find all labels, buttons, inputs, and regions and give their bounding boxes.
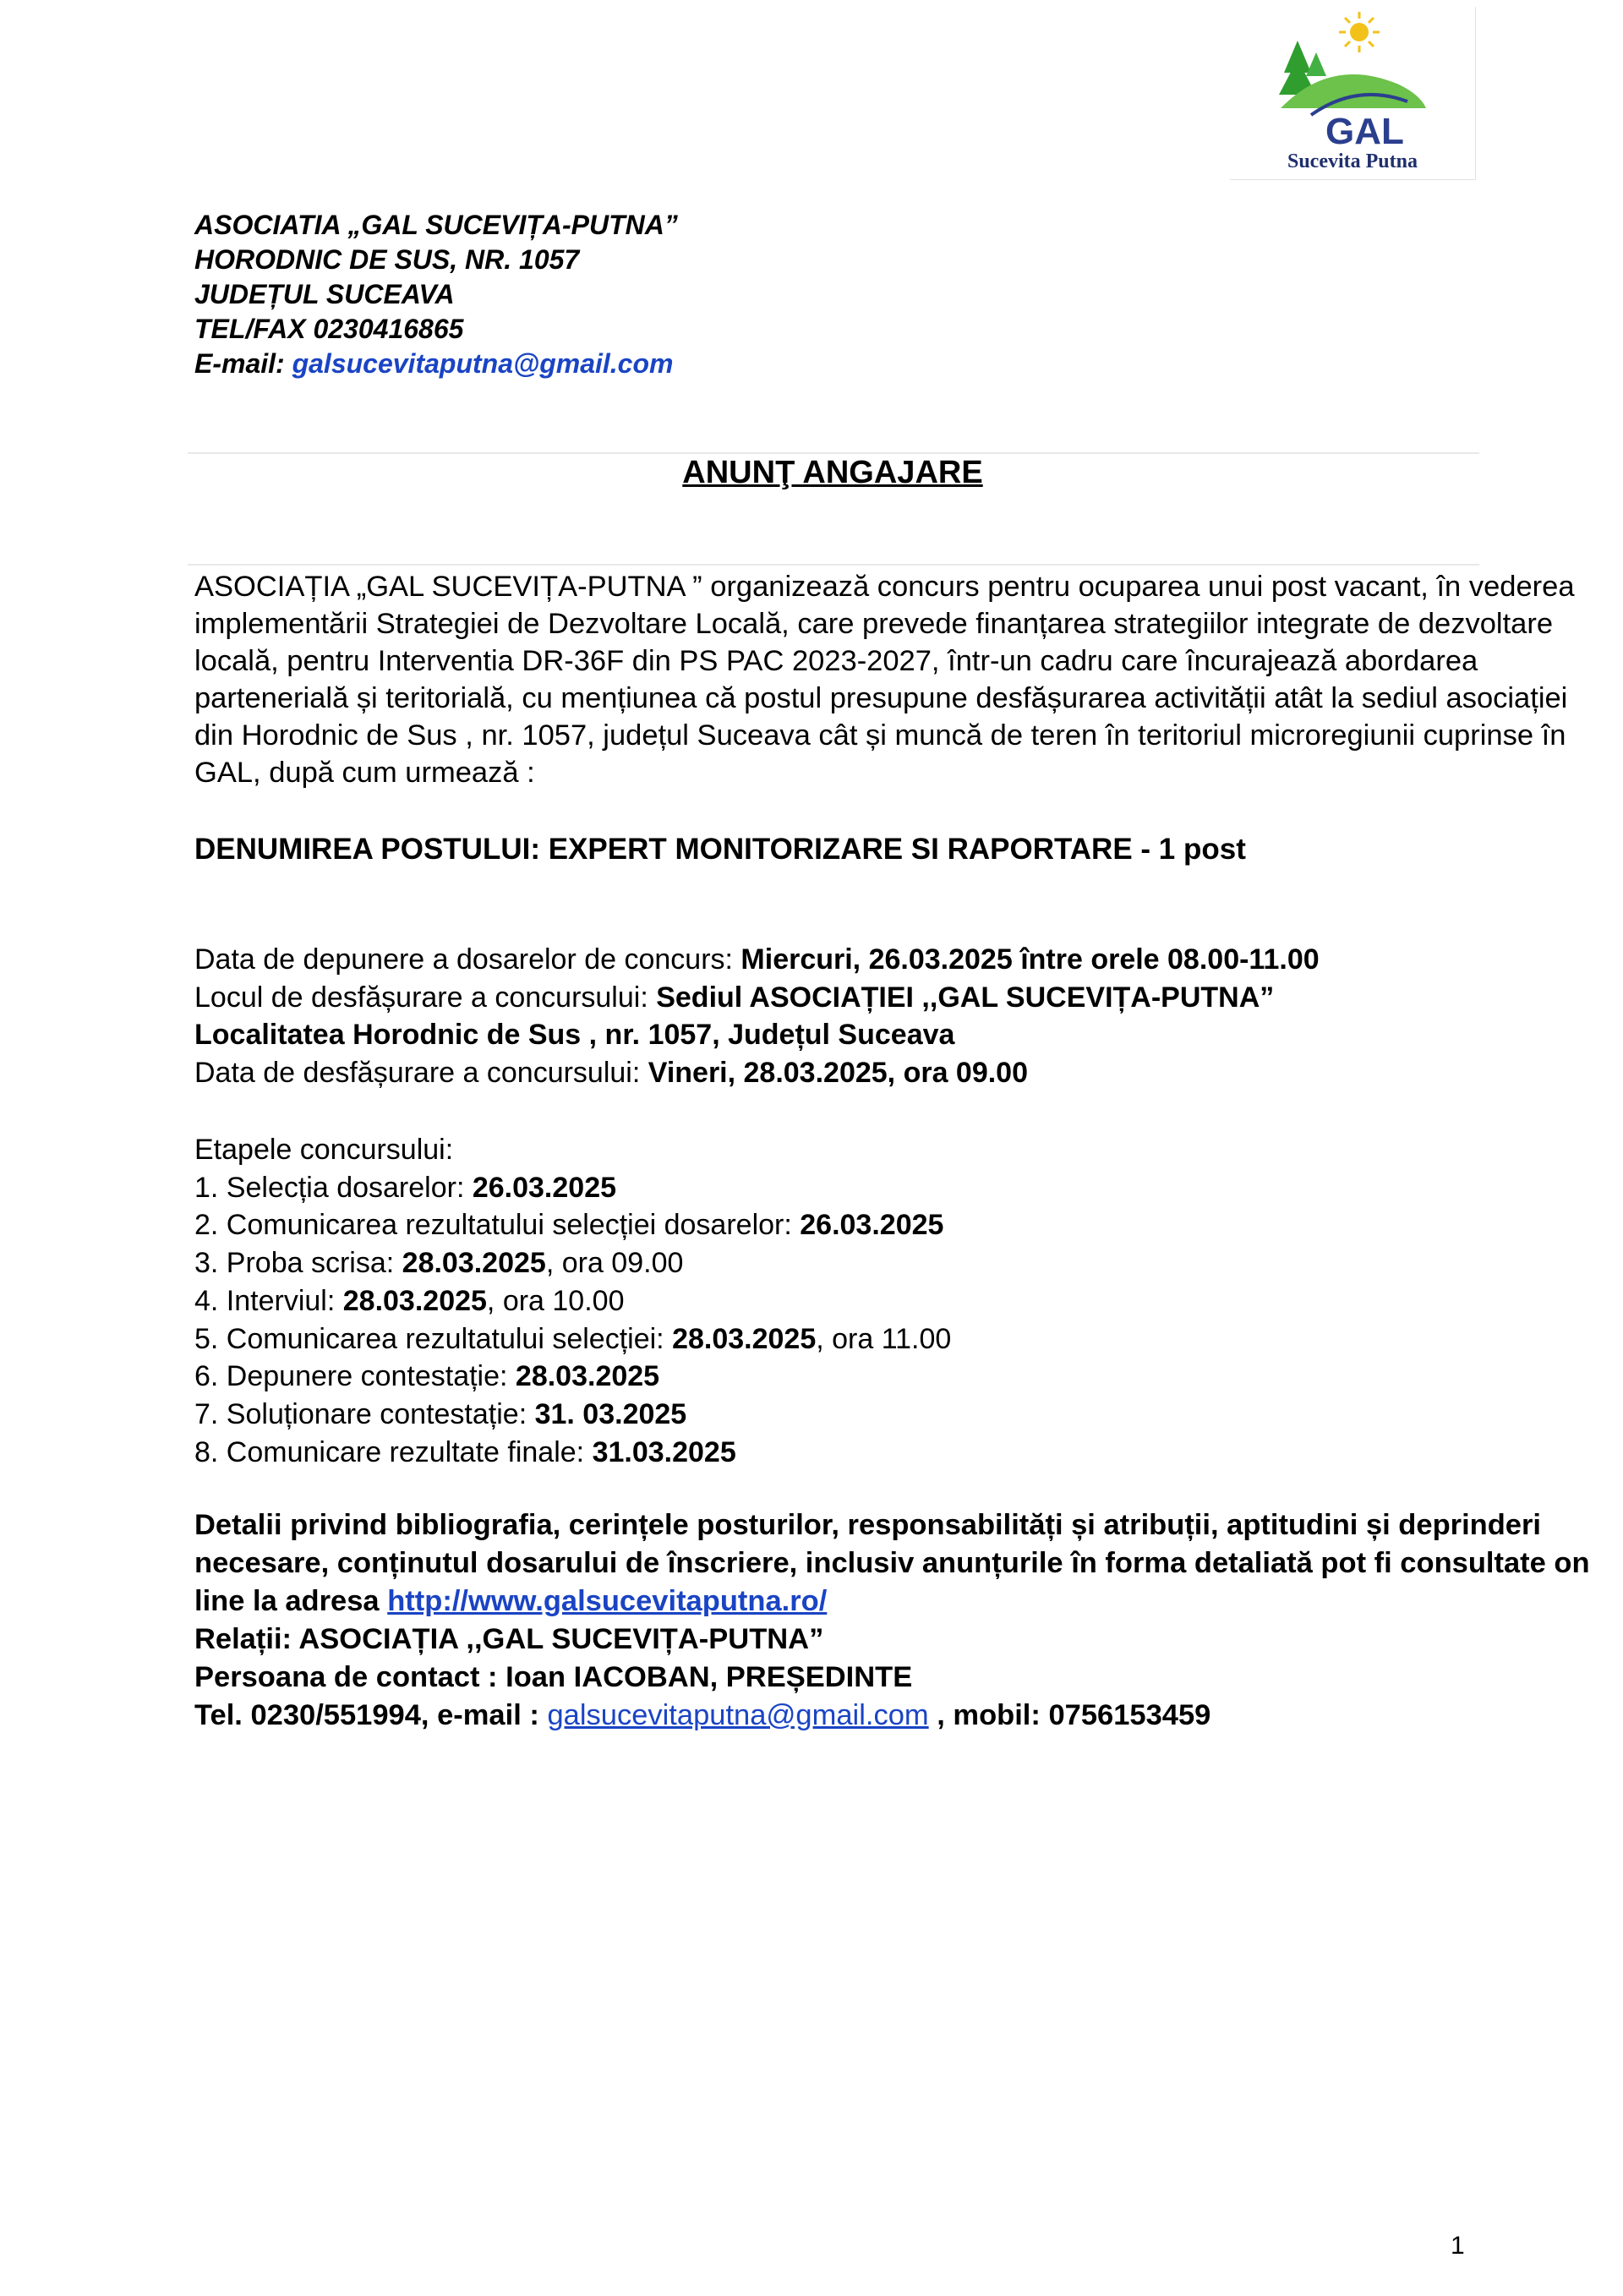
intro-line: din Horodnic de Sus , nr. 1057, județul Suceava cât și muncă de teren în teritoriul microregiunii cuprinse în — [194, 719, 1566, 752]
tel-fax-line: TEL/FAX 0230416865 — [194, 314, 464, 344]
intro-line: locală, pentru Interventia DR-36F din PS PAC 2023-2027, într-un cadru care încurajează abordarea — [194, 645, 1478, 677]
phone-email-line: Tel. 0230/551994, e-mail : galsucevitaputna@gmail.com , mobil: 0756153459 — [194, 1699, 1211, 1731]
divider — [188, 452, 1479, 454]
contest-date-line — [194, 1054, 1320, 1092]
intro-paragraph — [194, 568, 1575, 791]
email-line — [194, 347, 678, 381]
location-line-2: Localitatea Horodnic de Sus , nr. 1057, Județul Suceava — [194, 1019, 955, 1051]
contact-email-link[interactable]: galsucevitaputna@gmail.com — [547, 1699, 929, 1731]
details-line: Detalii privind bibliografia, cerințele posturilor, responsabilități și atribuții, aptitudini și deprinderi — [194, 1509, 1541, 1541]
stage-item: 3. Proba scrisa: 28.03.2025, ora 09.00 — [194, 1247, 684, 1280]
email-label: E-mail: — [194, 348, 292, 379]
contest-stages — [194, 1131, 951, 1471]
contest-date-value: Vineri, 28.03.2025, ora 09.00 — [648, 1056, 1029, 1089]
header-email-link[interactable]: galsucevitaputna@gmail.com — [292, 348, 674, 379]
divider — [188, 564, 1479, 566]
stage-item: 4. Interviul: 28.03.2025, ora 10.00 — [194, 1284, 625, 1317]
location-value: Sediul ASOCIAȚIEI ,,GAL SUCEVIȚA-PUTNA” — [656, 981, 1275, 1014]
stage-item: 1. Selecția dosarelor: 26.03.2025 — [194, 1171, 617, 1204]
stages-heading: Etapele concursului: — [194, 1134, 454, 1166]
intro-line: GAL, după cum urmează : — [194, 757, 535, 789]
post-title: DENUMIREA POSTULUI: EXPERT MONITORIZARE SI RAPORTARE - 1 post — [194, 833, 1246, 866]
contact-block — [194, 1506, 1590, 1735]
gal-logo-icon — [1230, 7, 1475, 150]
association-name: ASOCIATIA „GAL SUCEVIȚA-PUTNA” — [194, 210, 678, 240]
county-line: JUDEȚUL SUCEAVA — [194, 279, 455, 309]
details-line: necesare, conținutul dosarului de înscriere, inclusiv anunțurile în forma detaliată pot fi consultate on — [194, 1547, 1590, 1579]
stage-item: 8. Comunicare rezultate finale: 31.03.2025 — [194, 1435, 736, 1468]
logo-text: Sucevita Putna — [1287, 150, 1418, 172]
address-line: HORODNIC DE SUS, NR. 1057 — [194, 244, 580, 275]
contest-date-label: Data de desfășurare a concursului: — [194, 1056, 648, 1089]
contact-person-line: Persoana de contact : Ioan IACOBAN, PREȘEDINTE — [194, 1661, 913, 1693]
contest-details — [194, 941, 1320, 1091]
svg-text:GAL: GAL — [1325, 111, 1404, 150]
submission-label: Data de depunere a dosarelor de concurs: — [194, 943, 741, 976]
location-label: Locul de desfășurare a concursului: — [194, 981, 657, 1014]
stage-item: 5. Comunicarea rezultatului selecției: 28.03.2025, ora 11.00 — [194, 1322, 952, 1355]
website-line: line la adresa http://www.galsucevitaputna.ro/ — [194, 1585, 828, 1617]
stage-item: 6. Depunere contestație: 28.03.2025 — [194, 1360, 660, 1393]
location-line — [194, 979, 1320, 1017]
page-number: 1 — [1451, 2232, 1465, 2260]
stage-item: 2. Comunicarea rezultatului selecției dosarelor: 26.03.2025 — [194, 1209, 944, 1242]
organization-logo — [1230, 7, 1476, 180]
submission-date-line — [194, 941, 1320, 979]
relations-line: Relații: ASOCIAȚIA ,,GAL SUCEVIȚA-PUTNA” — [194, 1623, 824, 1655]
intro-line: partenerială și teritorială, cu mențiunea că postul presupune desfășurarea activității atât la sediul asociației — [194, 682, 1568, 714]
submission-value: Miercuri, 26.03.2025 între orele 08.00-11.00 — [740, 943, 1320, 976]
intro-line: implementării Strategiei de Dezvoltare Locală, care prevede finanțarea strategiilor integrate de dezvoltare — [194, 608, 1554, 640]
stage-item: 7. Soluționare contestație: 31. 03.2025 — [194, 1397, 687, 1430]
announcement-title: ANUNŢ ANGAJARE — [682, 455, 983, 490]
address-block — [194, 208, 678, 381]
intro-line: ASOCIAȚIA „GAL SUCEVIȚA-PUTNA ” organizează concurs pentru ocuparea unui post vacant, în vederea — [194, 571, 1575, 603]
website-link[interactable]: http://www.galsucevitaputna.ro/ — [387, 1585, 828, 1617]
